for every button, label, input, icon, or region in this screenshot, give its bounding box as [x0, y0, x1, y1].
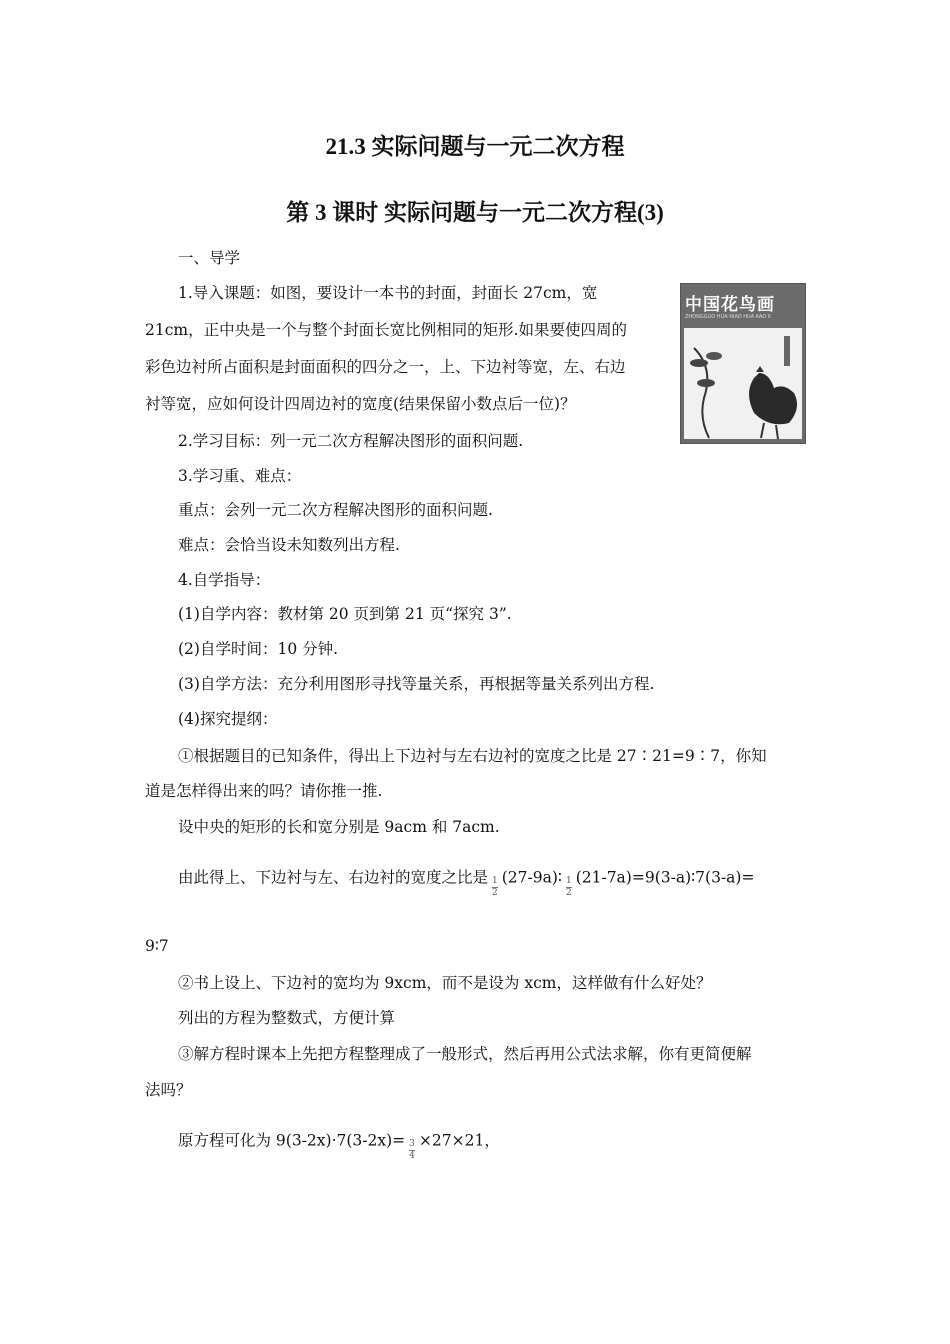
text: ×27×21， [418, 1131, 500, 1150]
rooster-painting [684, 328, 802, 439]
paragraph-line: ①根据题目的已知条件，得出上下边衬与左右边衬的宽度之比是 27∶21=9∶7，你知 [178, 747, 767, 765]
paragraph-line: 衬等宽，应如何设计四周边衬的宽度(结果保留小数点后一位)？ [145, 395, 576, 413]
paragraph-line: 彩色边衬所占面积是封面面积的四分之一，上、下边衬等宽，左、右边 [145, 358, 626, 376]
document-title: 21.3 实际问题与一元二次方程 [325, 134, 625, 159]
paragraph-line: 法吗？ [145, 1081, 192, 1099]
paragraph-line: 重点：会列一元二次方程解决图形的面积问题. [178, 501, 493, 519]
paragraph-line: ②书上设上、下边衬的宽均为 9xcm，而不是设为 xcm，这样做有什么好处？ [178, 974, 712, 992]
paragraph-line: 列出的方程为整数式，方便计算 [178, 1009, 396, 1027]
cover-subtitle: ZHONGGUO HUA NIAO HUA KAO II [685, 314, 771, 320]
equation-line [178, 1130, 500, 1161]
paragraph-line: 9∶7 [145, 937, 169, 955]
paragraph-line: 21cm，正中央是一个与整个封面长宽比例相同的矩形.如果要使四周的 [145, 321, 628, 339]
fraction-half [566, 876, 572, 899]
paragraph-line: 2.学习目标：列一元二次方程解决图形的面积问题. [178, 432, 524, 450]
paragraph-line: 设中央的矩形的长和宽分别是 9acm 和 7acm. [178, 818, 500, 836]
paragraph-line: (2)自学时间：10 分钟. [178, 640, 339, 658]
numerator: 1 [492, 876, 498, 886]
text: (21-7a)=9(3-a)∶7(3-a)= [575, 868, 755, 887]
document-subtitle: 第 3 课时 实际问题与一元二次方程(3) [286, 200, 664, 225]
text: 由此得上、下边衬与左、右边衬的宽度之比是 [178, 868, 489, 887]
fraction-three-quarters [409, 1139, 415, 1162]
paragraph-line: 难点：会恰当设未知数列出方程. [178, 536, 400, 554]
denominator: 2 [565, 888, 572, 898]
numerator: 1 [565, 876, 572, 886]
fraction-half [492, 876, 498, 899]
paragraph-line: 4.自学指导： [178, 571, 271, 589]
numerator: 3 [409, 1139, 415, 1149]
paragraph-line: (3)自学方法：充分利用图形寻找等量关系，再根据等量关系列出方程. [178, 675, 655, 693]
paragraph-line: 3.学习重、难点： [178, 467, 302, 485]
cover-title: 中国花鸟画 [685, 295, 775, 315]
section-heading: 一、导学 [178, 249, 241, 267]
ratio-equation-line [178, 867, 755, 898]
denominator: 2 [492, 888, 498, 898]
text: (27-9a)∶ [501, 868, 562, 887]
paragraph-line: 道是怎样得出来的吗？请你推一推. [145, 782, 383, 800]
paragraph-line: (4)探究提纲： [178, 710, 278, 728]
text: 原方程可化为 9(3-2x)·7(3-2x)= [178, 1131, 406, 1150]
paragraph-line: (1)自学内容：教材第 20 页到第 21 页“探究 3”. [178, 605, 512, 623]
paragraph-line: 1.导入课题：如图，要设计一本书的封面，封面长 27cm，宽 [178, 284, 598, 302]
paragraph-line: ③解方程时课本上先把方程整理成了一般形式，然后再用公式法求解，你有更简便解 [178, 1045, 752, 1063]
book-cover-image [680, 283, 806, 444]
denominator: 4 [409, 1151, 415, 1161]
